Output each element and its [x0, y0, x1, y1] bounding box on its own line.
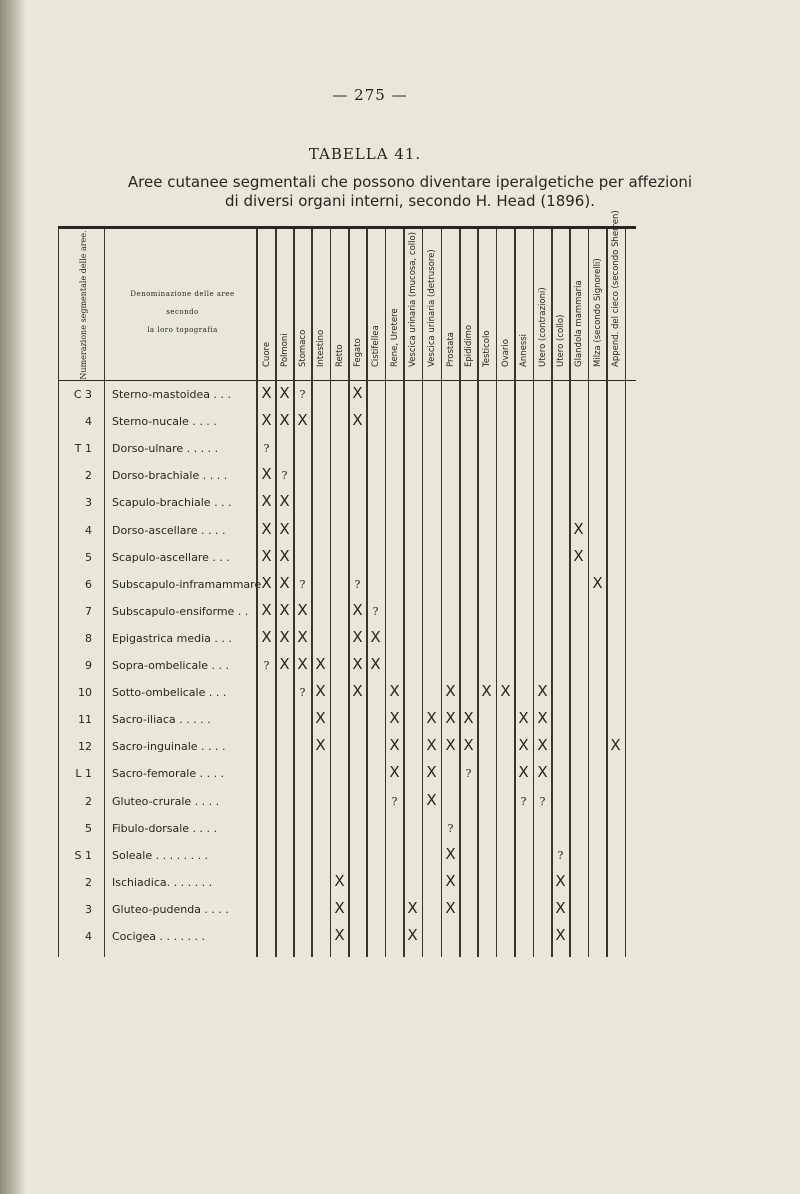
- table-row: [0, 600, 800, 632]
- cross-mark: X: [426, 763, 437, 782]
- cross-mark: X: [279, 384, 290, 402]
- area-name: Fibulo-dorsale . . . .: [112, 821, 217, 835]
- uncertain-mark: ?: [299, 388, 306, 401]
- segment-label: 4: [85, 415, 92, 429]
- uncertain-mark: ?: [299, 686, 306, 700]
- segment-label: L 1: [75, 767, 92, 781]
- uncertain-mark: ?: [520, 794, 527, 808]
- uncertain-mark: ?: [391, 794, 398, 808]
- cross-mark: X: [334, 871, 345, 890]
- segment-label: 4: [85, 930, 92, 943]
- table-row: [0, 898, 800, 930]
- cross-mark: X: [279, 519, 290, 538]
- cross-mark: X: [279, 411, 290, 430]
- uncertain-mark: ?: [263, 659, 270, 672]
- cross-mark: X: [445, 682, 456, 701]
- cross-mark: X: [279, 546, 290, 565]
- cross-mark: X: [352, 411, 363, 430]
- segment-label: 2: [85, 875, 92, 889]
- header-bottom-rule: [58, 380, 636, 381]
- cross-mark: X: [352, 600, 363, 619]
- cross-mark: X: [537, 709, 548, 728]
- segment-label: 12: [78, 740, 92, 754]
- table-row: [0, 790, 800, 822]
- segment-label: 3: [85, 496, 92, 510]
- cross-mark: X: [370, 627, 381, 646]
- segment-label: T 1: [74, 442, 92, 456]
- table-row: [0, 492, 800, 523]
- uncertain-mark: ?: [447, 821, 454, 835]
- area-name: Scapulo-brachiale . . .: [112, 496, 232, 510]
- organ-header: Epididimo: [463, 324, 474, 367]
- table-row: [0, 822, 800, 849]
- area-name: Cocigea . . . . . . .: [112, 930, 205, 943]
- cross-mark: X: [389, 682, 400, 701]
- cross-mark: X: [500, 682, 511, 701]
- cross-mark: X: [352, 655, 363, 673]
- uncertain-mark: ?: [539, 794, 546, 808]
- cross-mark: X: [352, 627, 363, 646]
- cross-mark: X: [463, 736, 474, 755]
- table-row: [0, 519, 800, 551]
- area-name: Scapulo-ascellare . . .: [112, 550, 230, 564]
- cross-mark: X: [297, 627, 308, 646]
- cross-mark: X: [389, 709, 400, 728]
- table-title-line2: di diversi organi interni, secondo H. Head (1896).: [225, 192, 595, 210]
- cross-mark: X: [537, 763, 548, 782]
- cross-mark: X: [518, 736, 529, 755]
- cross-mark: X: [518, 763, 529, 782]
- segment-label: C 3: [73, 388, 92, 401]
- area-name: Sacro-femorale . . . .: [112, 767, 225, 781]
- header-top-rule: [58, 226, 636, 229]
- cross-mark: X: [445, 871, 456, 890]
- area-name: Subscapulo-ensiforme . .: [112, 604, 249, 618]
- cross-mark: X: [610, 736, 621, 755]
- segment-label: S 1: [74, 848, 92, 862]
- cross-mark: X: [315, 682, 326, 701]
- cross-mark: X: [555, 898, 566, 917]
- table-row: [0, 411, 800, 442]
- area-name: Dorso-ascellare . . . .: [112, 523, 226, 537]
- cross-mark: X: [261, 384, 272, 402]
- uncertain-mark: ?: [263, 442, 270, 456]
- table-row: [0, 844, 800, 876]
- organ-header: Utero (collo): [555, 314, 566, 367]
- area-name: Subscapulo-inframammare: [112, 577, 262, 591]
- organ-header: Fegato: [352, 338, 363, 367]
- organ-header: Append. del cieco (secondo Sherren): [610, 210, 621, 367]
- uncertain-mark: ?: [372, 604, 379, 618]
- organ-header: Stomaco: [297, 329, 308, 367]
- area-name: Ischiadica. . . . . . .: [112, 875, 213, 889]
- cross-mark: X: [279, 573, 290, 592]
- table-row: [0, 546, 800, 578]
- cross-mark: X: [315, 736, 326, 755]
- table-row: [0, 465, 800, 496]
- organ-header: Rene, Uretere: [389, 308, 400, 367]
- area-name: Sacro-inguinale . . . .: [112, 740, 226, 754]
- organ-header: Annessi: [518, 333, 529, 367]
- uncertain-mark: ?: [465, 767, 472, 781]
- organ-header: Intestino: [315, 329, 326, 367]
- table-row: [0, 573, 800, 605]
- cross-mark: X: [518, 709, 529, 728]
- table-row: [0, 442, 800, 469]
- cross-mark: X: [261, 492, 272, 511]
- cross-mark: X: [315, 655, 326, 673]
- cross-mark: X: [426, 709, 437, 728]
- segment-label: 5: [85, 821, 92, 835]
- area-name: Sterno-mastoidea . . .: [112, 388, 232, 401]
- area-name: Gluteo-crurale . . . .: [112, 794, 220, 808]
- organ-header: Retto: [334, 344, 345, 367]
- table-row: [0, 763, 800, 794]
- cross-mark: X: [592, 573, 603, 592]
- cross-mark: X: [279, 600, 290, 619]
- organ-header: Prostata: [445, 332, 456, 367]
- table-title-line1: Aree cutanee segmentali che possono diventare iperalgetiche per affezioni: [127, 173, 693, 191]
- segment-label: 8: [85, 631, 92, 645]
- cross-mark: X: [279, 655, 290, 673]
- table-row: [0, 709, 800, 740]
- cross-mark: X: [261, 519, 272, 538]
- table-row: [0, 736, 800, 767]
- uncertain-mark: ?: [299, 577, 306, 591]
- table-row: [0, 682, 800, 713]
- cross-mark: X: [555, 926, 566, 944]
- cross-mark: X: [261, 465, 272, 484]
- cross-mark: X: [426, 736, 437, 755]
- cross-mark: X: [315, 709, 326, 728]
- cross-mark: X: [445, 898, 456, 917]
- area-name: Gluteo-pudenda . . . .: [112, 902, 229, 916]
- organ-header: Polmoni: [279, 333, 290, 367]
- cross-mark: X: [537, 736, 548, 755]
- cross-mark: X: [261, 411, 272, 430]
- organ-header: Testicolo: [481, 330, 492, 367]
- table-row: [0, 627, 800, 659]
- cross-mark: X: [279, 492, 290, 511]
- cross-mark: X: [261, 627, 272, 646]
- cross-mark: X: [445, 844, 456, 863]
- uncertain-mark: ?: [354, 577, 361, 591]
- segment-label: 7: [85, 604, 92, 618]
- cross-mark: X: [352, 682, 363, 701]
- cross-mark: X: [445, 736, 456, 755]
- cross-mark: X: [389, 736, 400, 755]
- organ-header: Utero (contrazioni): [537, 287, 548, 367]
- area-name: Sopra-ombelicale . . .: [112, 659, 230, 672]
- cross-mark: X: [279, 627, 290, 646]
- cross-mark: X: [261, 600, 272, 619]
- organ-header: Ovario: [500, 339, 511, 367]
- area-name: Sotto-ombelicale . . .: [112, 686, 227, 700]
- cross-mark: X: [407, 926, 418, 944]
- table-row: [0, 655, 800, 686]
- table-row: [0, 926, 800, 957]
- organ-header: Milza (secondo Signorelli): [592, 258, 603, 367]
- cross-mark: X: [463, 709, 474, 728]
- area-name-header: Denominazione delle aree secondo la loro topografia: [130, 290, 235, 334]
- uncertain-mark: ?: [281, 469, 288, 483]
- segment-label: 2: [85, 469, 92, 483]
- cross-mark: X: [334, 926, 345, 944]
- cross-mark: X: [426, 790, 437, 809]
- cross-mark: X: [261, 546, 272, 565]
- segment-label: 5: [85, 550, 92, 564]
- cross-mark: X: [555, 871, 566, 890]
- cross-mark: X: [352, 384, 363, 402]
- table-row: [0, 871, 800, 903]
- cross-mark: X: [297, 600, 308, 619]
- area-name: Epigastrica media . . .: [112, 631, 232, 645]
- segment-label: 10: [78, 686, 92, 700]
- segment-numbering-header: Numerazione segmentale delle aree.: [79, 230, 88, 380]
- segment-label: 3: [85, 902, 92, 916]
- segment-label: 4: [85, 523, 92, 537]
- cross-mark: X: [407, 898, 418, 917]
- cross-mark: X: [573, 546, 584, 565]
- area-name: Soleale . . . . . . . .: [112, 848, 209, 862]
- cross-mark: X: [537, 682, 548, 701]
- organ-header: Glandola mammaria: [573, 280, 584, 367]
- cross-mark: X: [370, 655, 381, 673]
- area-name: Dorso-ulnare . . . . .: [112, 442, 219, 456]
- organ-header: Cuore: [261, 341, 272, 367]
- cross-mark: X: [297, 655, 308, 673]
- area-name: Sterno-nucale . . . .: [112, 415, 217, 429]
- organ-header: Vescica urinaria (detrusore): [426, 249, 437, 367]
- organ-header: Cistifellea: [370, 325, 381, 367]
- segment-label: 2: [85, 794, 92, 808]
- organ-header: Vescica urinaria (mucosa, collo): [407, 231, 418, 367]
- table-label: TABELLA 41.: [308, 145, 422, 163]
- segment-label: 9: [85, 659, 92, 672]
- segment-label: 11: [78, 713, 92, 727]
- uncertain-mark: ?: [557, 848, 564, 862]
- cross-mark: X: [297, 411, 308, 430]
- cross-mark: X: [261, 573, 272, 592]
- cross-mark: X: [573, 519, 584, 538]
- area-name: Dorso-brachiale . . . .: [112, 469, 228, 483]
- area-name: Sacro-iliaca . . . . .: [112, 713, 211, 727]
- cross-mark: X: [389, 763, 400, 782]
- page-number: — 275 —: [332, 86, 408, 104]
- table-row: [0, 384, 800, 415]
- segment-label: 6: [85, 577, 92, 591]
- cross-mark: X: [481, 682, 492, 701]
- cross-mark: X: [445, 709, 456, 728]
- cross-mark: X: [334, 898, 345, 917]
